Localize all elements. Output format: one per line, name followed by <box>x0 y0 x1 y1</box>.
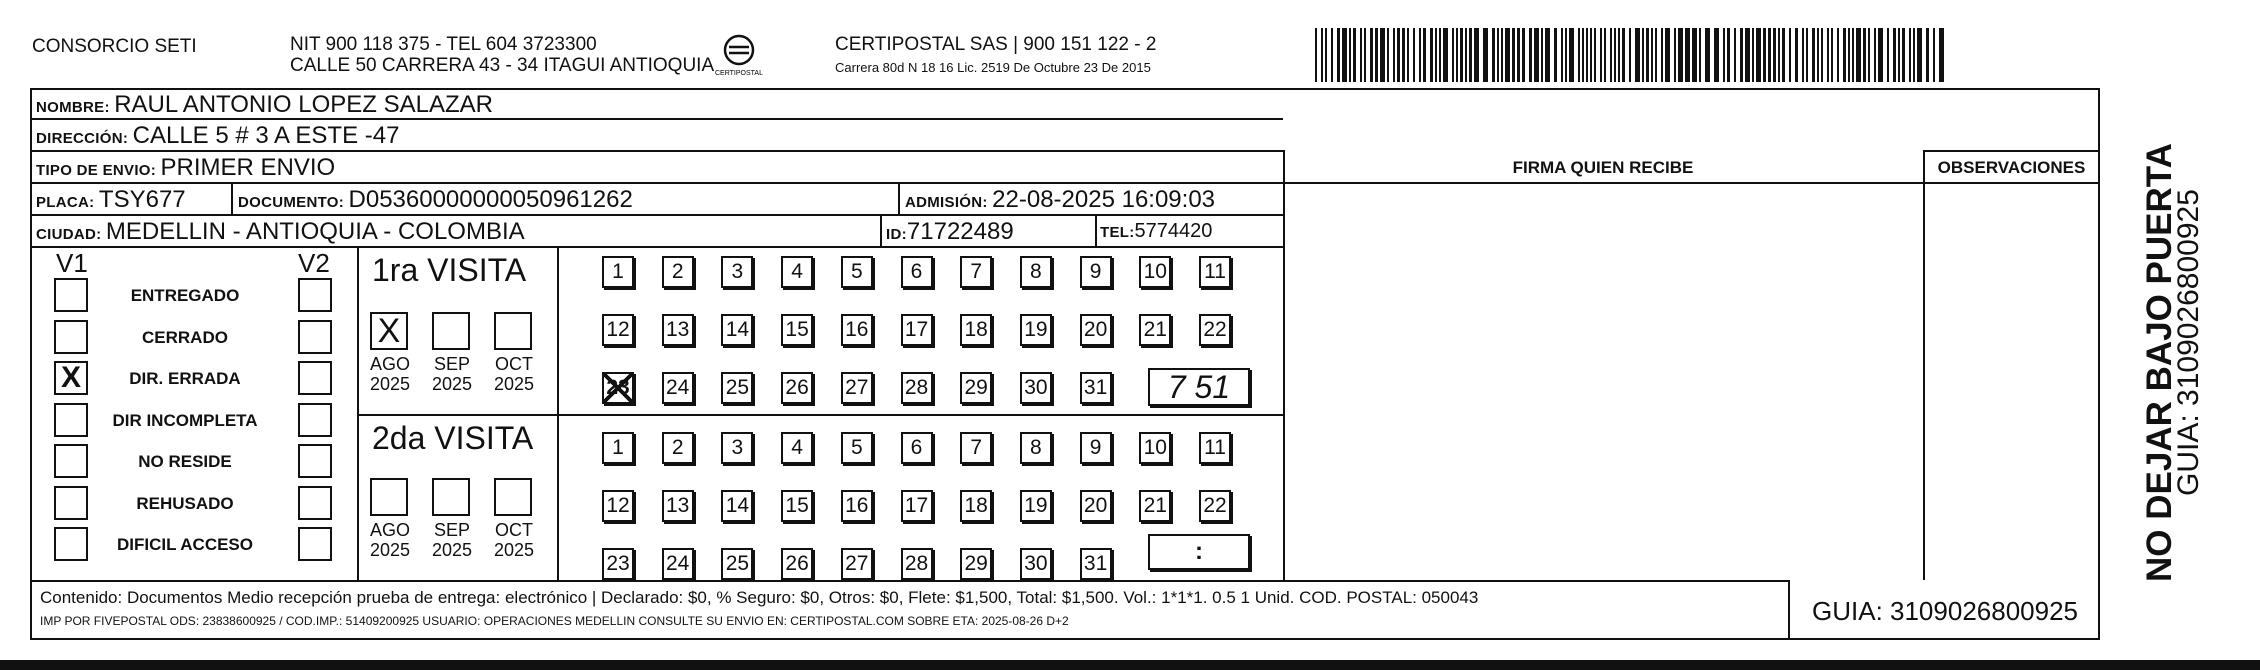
day-checkbox[interactable]: 17 <box>901 490 933 522</box>
v1-checkbox[interactable] <box>54 486 88 520</box>
barcode-bar <box>1469 28 1472 82</box>
v2-checkbox[interactable] <box>298 320 332 354</box>
barcode-bar <box>1933 28 1935 82</box>
day-checkbox[interactable]: 16 <box>841 490 873 522</box>
day-checkbox[interactable]: 29 <box>960 548 992 580</box>
v2-header: V2 <box>298 248 330 278</box>
direccion-label: DIRECCIÓN: <box>36 130 129 147</box>
month-checkbox[interactable] <box>432 312 470 350</box>
day-checkbox[interactable]: 20 <box>1080 314 1112 346</box>
day-checkbox[interactable]: 8 <box>1020 432 1052 464</box>
barcode-bar <box>1795 28 1798 82</box>
barcode-bar <box>1610 28 1612 82</box>
day-checkbox[interactable]: 13 <box>662 314 694 346</box>
side-warning: NO DEJAR BAJO PUERTA <box>2140 143 2179 582</box>
day-checkbox[interactable]: 22 <box>1199 314 1231 346</box>
barcode-bar <box>1483 28 1488 82</box>
month-checkbox[interactable] <box>494 312 532 350</box>
day-checkbox[interactable]: 14 <box>721 490 753 522</box>
documento-row <box>238 186 633 214</box>
v1-checkbox[interactable] <box>54 403 88 437</box>
day-checkbox[interactable]: 7 <box>960 256 992 288</box>
day-checkbox[interactable]: 11 <box>1199 432 1231 464</box>
barcode-bar <box>1878 28 1883 82</box>
barcode-bar <box>1763 28 1766 82</box>
company-name: CONSORCIO SETI <box>32 36 197 57</box>
barcode-bar <box>1926 28 1929 82</box>
ciudad-value: MEDELLIN - ANTIOQUIA - COLOMBIA <box>105 218 525 245</box>
barcode-bar <box>1768 28 1771 82</box>
barcode-bar <box>1674 28 1676 82</box>
tel-label: TEL: <box>1100 224 1135 241</box>
barcode-bar <box>1778 28 1780 82</box>
barcode-bar <box>1439 28 1441 82</box>
barcode-bar <box>1685 28 1690 82</box>
v2-checkbox[interactable] <box>298 403 332 437</box>
day-checkbox[interactable]: 22 <box>1199 490 1231 522</box>
visit2-title: 2da VISITA <box>372 420 534 456</box>
day-checkbox[interactable]: 19 <box>1020 314 1052 346</box>
day-checkbox[interactable]: 15 <box>781 490 813 522</box>
day-checkbox[interactable]: 2 <box>662 432 694 464</box>
documento-label: DOCUMENTO: <box>238 194 345 211</box>
v1-checkbox[interactable] <box>54 320 88 354</box>
v2-checkbox[interactable] <box>298 278 332 312</box>
barcode-bar <box>1342 28 1347 82</box>
barcode-bar <box>1646 28 1649 82</box>
barcode-bar <box>1397 28 1400 82</box>
barcode-bar <box>1393 28 1395 82</box>
barcode-bar <box>1661 28 1663 82</box>
barcode-bar <box>1364 28 1366 82</box>
barcode-bar <box>1837 28 1839 82</box>
day-checkbox[interactable]: 25 <box>721 372 753 404</box>
barcode-bar <box>1773 28 1776 82</box>
barcode-bar <box>1452 28 1454 82</box>
status-label: NO RESIDE <box>138 452 232 471</box>
tipo-row <box>36 154 335 182</box>
barcode-bar <box>1337 28 1340 82</box>
day-checkbox[interactable]: 3 <box>721 256 753 288</box>
day-checkbox[interactable]: 5 <box>841 432 873 464</box>
col-divider <box>357 246 359 580</box>
barcode-bar <box>1852 28 1854 82</box>
barcode-bar <box>1565 28 1567 82</box>
nombre-row <box>36 91 493 119</box>
barcode-bar <box>1817 28 1819 82</box>
barcode-bar <box>1756 28 1761 82</box>
row-divider <box>30 150 1283 152</box>
nit-line: NIT 900 118 375 - TEL 604 3723300 <box>290 34 597 55</box>
day-checkbox[interactable]: 7 <box>960 432 992 464</box>
month-label: OCT <box>495 354 533 374</box>
month-year: 2025 <box>431 540 473 560</box>
row-divider <box>1923 150 2100 152</box>
day-checkbox[interactable]: 4 <box>781 432 813 464</box>
day-checkbox[interactable]: 27 <box>841 372 873 404</box>
month-year: 2025 <box>369 374 411 394</box>
status-label: ENTREGADO <box>130 286 240 305</box>
tel-row <box>1100 220 1212 243</box>
month-checkbox[interactable] <box>370 478 408 516</box>
month-checkbox[interactable]: X <box>370 312 408 350</box>
barcode-bar <box>1705 28 1710 82</box>
barcode-bar <box>1554 28 1557 82</box>
barcode-bar <box>1629 28 1631 82</box>
license-line: Carrera 80d N 18 16 Lic. 2519 De Octubre 23 De 2015 <box>835 60 1151 75</box>
barcode-bar <box>1443 28 1448 82</box>
barcode-bar <box>1419 28 1421 82</box>
v1-checkbox[interactable] <box>54 444 88 478</box>
day-checkbox[interactable]: 20 <box>1080 490 1112 522</box>
day-checkbox[interactable]: 11 <box>1199 256 1231 288</box>
barcode-bar <box>1642 28 1644 82</box>
footer-imp-line: IMP POR FIVEPOSTAL ODS: 23838600925 / COD.IMP.: 51409200925 USUARIO: OPERACIONES MEDELLIN CONSULTE SU ENVIO EN: CERTIPOSTAL.COM SOBRE ETA: 2025-08-26 D+2 <box>40 614 1069 628</box>
barcode-bar <box>1375 28 1378 82</box>
barcode-bar <box>1635 28 1640 82</box>
visit-divider <box>357 414 1283 416</box>
v2-checkbox[interactable] <box>298 444 332 478</box>
day-checkbox[interactable]: 2 <box>662 256 694 288</box>
barcode-bar <box>1734 28 1736 82</box>
day-checkbox[interactable]: 8 <box>1020 256 1052 288</box>
barcode-bar <box>1831 28 1833 82</box>
day-checkbox[interactable]: 1 <box>602 256 634 288</box>
barcode-bar <box>1843 28 1846 82</box>
v2-checkbox[interactable] <box>298 486 332 520</box>
barcode-bar <box>1802 28 1804 82</box>
barcode-bar <box>1315 28 1317 82</box>
day-checkbox[interactable]: 25 <box>721 548 753 580</box>
firma-header: FIRMA QUIEN RECIBE <box>1512 158 1694 177</box>
day-checkbox[interactable]: 30 <box>1020 372 1052 404</box>
month-label: AGO <box>369 354 410 374</box>
barcode-bar <box>1898 28 1900 82</box>
day-checkbox[interactable]: 9 <box>1080 432 1112 464</box>
status-label: DIR INCOMPLETA <box>112 410 258 430</box>
observations-area[interactable] <box>1925 186 2096 578</box>
day-checkbox[interactable]: 12 <box>602 490 634 522</box>
day-checkbox[interactable]: 6 <box>901 432 933 464</box>
barcode-bar <box>1618 28 1620 82</box>
day-checkbox[interactable]: 31 <box>1080 548 1112 580</box>
barcode-bar <box>1360 28 1362 82</box>
day-checkbox[interactable]: 18 <box>960 314 992 346</box>
day-checkbox[interactable]: 24 <box>662 372 694 404</box>
barcode-bar <box>1806 28 1808 82</box>
day-checkbox[interactable]: 4 <box>781 256 813 288</box>
day-checkbox[interactable]: 28 <box>901 548 933 580</box>
placa-label: PLACA: <box>36 194 95 211</box>
barcode-bar <box>1812 28 1815 82</box>
barcode-bar <box>1622 28 1625 82</box>
barcode-bar <box>1569 28 1574 82</box>
tel-value: 5774420 <box>1134 220 1213 242</box>
barcode-bar <box>1407 28 1409 82</box>
barcode-bar <box>1529 28 1532 82</box>
barcode-bar <box>1782 28 1785 82</box>
month-checkbox[interactable] <box>494 478 532 516</box>
day-checkbox[interactable]: 3 <box>721 432 753 464</box>
barcode-bar <box>1740 28 1743 82</box>
v1-checkbox[interactable] <box>54 527 88 561</box>
day-checkbox[interactable]: 13 <box>662 490 694 522</box>
barcode-bar <box>1413 28 1415 82</box>
direccion-row <box>36 122 399 150</box>
certipostal-logo <box>713 30 765 82</box>
barcode-bar <box>1714 28 1719 82</box>
documento-value: D05360000000050961262 <box>348 186 633 213</box>
direccion-value: CALLE 5 # 3 A ESTE -47 <box>132 122 400 149</box>
admision-label: ADMISIÓN: <box>905 194 988 211</box>
side-guia: GUIA: 3109026800925 <box>2172 189 2205 496</box>
month-checkbox[interactable] <box>432 478 470 516</box>
status-label: REHUSADO <box>136 493 234 513</box>
barcode-bar <box>1586 28 1588 82</box>
day-checkbox[interactable]: 28 <box>901 372 933 404</box>
barcode-bar <box>1745 28 1750 82</box>
barcode-bar <box>1614 28 1616 82</box>
barcode-bar <box>1913 28 1915 82</box>
barcode-bar <box>1655 28 1657 82</box>
visit1-time[interactable]: 7 51 <box>1148 368 1250 406</box>
day-checkbox[interactable]: 26 <box>781 548 813 580</box>
nombre-value: RAUL ANTONIO LOPEZ SALAZAR <box>114 91 493 118</box>
day-checkbox[interactable]: 21 <box>1139 314 1171 346</box>
barcode-bar <box>1604 28 1606 82</box>
logo-text: CERTIPOSTAL <box>715 70 763 77</box>
barcode-bar <box>1789 28 1791 82</box>
certipostal-line: CERTIPOSTAL SAS | 900 151 122 - 2 <box>835 34 1157 55</box>
barcode-bar <box>1561 28 1563 82</box>
col-divider <box>1095 214 1097 246</box>
observaciones-header: OBSERVACIONES <box>1937 158 2086 177</box>
barcode-bar <box>1909 28 1911 82</box>
v1-checkbox[interactable] <box>54 278 88 312</box>
visit1-title: 1ra VISITA <box>372 252 527 288</box>
barcode-bar <box>1541 28 1543 82</box>
day-checkbox[interactable]: 6 <box>901 256 933 288</box>
col-divider <box>2098 150 2100 580</box>
barcode-bar <box>1517 28 1520 82</box>
admision-value: 22-08-2025 16:09:03 <box>992 186 1216 213</box>
barcode-bar <box>1435 28 1437 82</box>
status-label: CERRADO <box>142 327 228 347</box>
barcode-bar <box>1863 28 1866 82</box>
col-divider <box>880 214 882 246</box>
day-checkbox[interactable]: 12 <box>602 314 634 346</box>
barcode-bar <box>1939 28 1944 82</box>
month-year: 2025 <box>493 540 535 560</box>
barcode-bar <box>1456 28 1458 82</box>
v1-header: V1 <box>56 248 88 278</box>
day-checkbox[interactable]: 26 <box>781 372 813 404</box>
barcode-bar <box>1534 28 1539 82</box>
barcode-bar <box>1321 28 1323 82</box>
col-divider <box>898 182 900 214</box>
barcode-bar <box>1353 28 1356 82</box>
row-divider <box>30 246 1283 248</box>
barcode-bar <box>1474 28 1479 82</box>
barcode-bar <box>1827 28 1829 82</box>
day-checkbox[interactable]: 15 <box>781 314 813 346</box>
barcode-bar <box>1402 28 1405 82</box>
barcode-bar <box>1387 28 1389 82</box>
barcode-bar <box>1423 28 1426 82</box>
barcode-bar <box>1678 28 1683 82</box>
barcode-bar <box>1501 28 1503 82</box>
day-checkbox[interactable]: 9 <box>1080 256 1112 288</box>
barcode-bar <box>1917 28 1922 82</box>
day-checkbox[interactable]: 19 <box>1020 490 1052 522</box>
id-label: ID: <box>886 226 907 243</box>
tipo-value: PRIMER ENVIO <box>160 154 336 181</box>
barcode-bar <box>1600 28 1602 82</box>
month-label: SEP <box>433 520 471 540</box>
day-checkbox[interactable]: 18 <box>960 490 992 522</box>
nombre-label: NOMBRE: <box>36 99 110 116</box>
footer-contents: Contenido: Documentos Medio recepción prueba de entrega: electrónico | Declarado: $0, % Seguro: $0, Otros: $0, Flete: $1,500, Total: $1,500. Vol.: 1*1*1. 0.5 1 Unid. COD. POSTAL: 050043 <box>40 588 1479 607</box>
barcode-bar <box>1578 28 1580 82</box>
day-checkbox[interactable]: 5 <box>841 256 873 288</box>
day-checkbox[interactable]: 24 <box>662 548 694 580</box>
month-year: 2025 <box>369 540 411 560</box>
barcode-bar <box>1821 28 1823 82</box>
col-divider <box>557 246 559 580</box>
day-checkbox[interactable]: 23 <box>602 372 634 404</box>
id-row <box>886 218 1014 246</box>
barcode-bar <box>1492 28 1495 82</box>
day-checkbox[interactable]: 10 <box>1139 256 1171 288</box>
v1-checkbox[interactable]: X <box>54 361 88 395</box>
barcode-bar <box>1594 28 1596 82</box>
barcode-bar <box>1902 28 1905 82</box>
barcode-bar <box>1665 28 1670 82</box>
month-label: SEP <box>433 354 471 374</box>
day-checkbox[interactable]: 14 <box>721 314 753 346</box>
footer-divider <box>30 580 1788 582</box>
month-label: AGO <box>369 520 410 540</box>
barcode-bar <box>1430 28 1433 82</box>
ciudad-row <box>36 218 525 246</box>
barcode-bar <box>1893 28 1896 82</box>
row-divider <box>30 182 2100 184</box>
barcode-bar <box>1582 28 1584 82</box>
month-year: 2025 <box>493 374 535 394</box>
placa-row <box>36 186 186 214</box>
barcode-bar <box>1887 28 1889 82</box>
barcode-bar <box>1856 28 1861 82</box>
day-checkbox[interactable]: 27 <box>841 548 873 580</box>
barcode-bar <box>1460 28 1463 82</box>
admision-row <box>905 186 1215 214</box>
barcode-bar <box>1349 28 1351 82</box>
barcode-bar <box>1512 28 1515 82</box>
barcode-bar <box>1370 28 1373 82</box>
day-checkbox[interactable]: 1 <box>602 432 634 464</box>
barcode-bar <box>1651 28 1653 82</box>
address-line: CALLE 50 CARRERA 43 - 34 ITAGUI ANTIOQUIA <box>290 55 715 76</box>
v2-checkbox[interactable] <box>298 527 332 561</box>
day-checkbox[interactable]: 31 <box>1080 372 1112 404</box>
ciudad-label: CIUDAD: <box>36 226 102 243</box>
id-value: 71722489 <box>906 218 1014 245</box>
day-checkbox[interactable]: 23 <box>602 548 634 580</box>
day-checkbox[interactable]: 29 <box>960 372 992 404</box>
barcode-bar <box>1380 28 1385 82</box>
barcode-bar <box>1848 28 1850 82</box>
barcode-bar <box>1723 28 1725 82</box>
scan-edge <box>0 660 2260 670</box>
col-divider <box>231 182 233 214</box>
day-checkbox[interactable]: 21 <box>1139 490 1171 522</box>
barcode-bar <box>1752 28 1754 82</box>
barcode-bar <box>1325 28 1327 82</box>
barcode-bar <box>1545 28 1550 82</box>
month-year: 2025 <box>431 374 473 394</box>
visit2-time[interactable]: : <box>1148 534 1250 570</box>
signature-area[interactable] <box>1285 186 1921 578</box>
barcode-bar <box>1590 28 1592 82</box>
barcode-bar <box>1699 28 1701 82</box>
barcode-bar <box>1505 28 1510 82</box>
day-checkbox[interactable]: 17 <box>901 314 933 346</box>
barcode-bar <box>1868 28 1870 82</box>
barcode-bar <box>1331 28 1333 82</box>
barcode-bar <box>1497 28 1499 82</box>
day-checkbox[interactable]: 16 <box>841 314 873 346</box>
barcode-bar <box>1727 28 1730 82</box>
barcode-bar <box>1692 28 1697 82</box>
barcode-bar <box>1465 28 1467 82</box>
barcode-bar <box>1874 28 1876 82</box>
day-checkbox[interactable]: 30 <box>1020 548 1052 580</box>
barcode-bar <box>1522 28 1525 82</box>
placa-value: TSY677 <box>98 186 186 213</box>
barcode <box>1315 28 1950 82</box>
month-label: OCT <box>495 520 533 540</box>
tipo-label: TIPO DE ENVIO: <box>36 162 157 179</box>
day-checkbox[interactable]: 10 <box>1139 432 1171 464</box>
guia-box: GUIA: 3109026800925 <box>1812 596 2078 626</box>
status-label: DIFICIL ACCESO <box>116 535 253 554</box>
v2-checkbox[interactable] <box>298 361 332 395</box>
status-label: DIR. ERRADA <box>129 369 241 388</box>
